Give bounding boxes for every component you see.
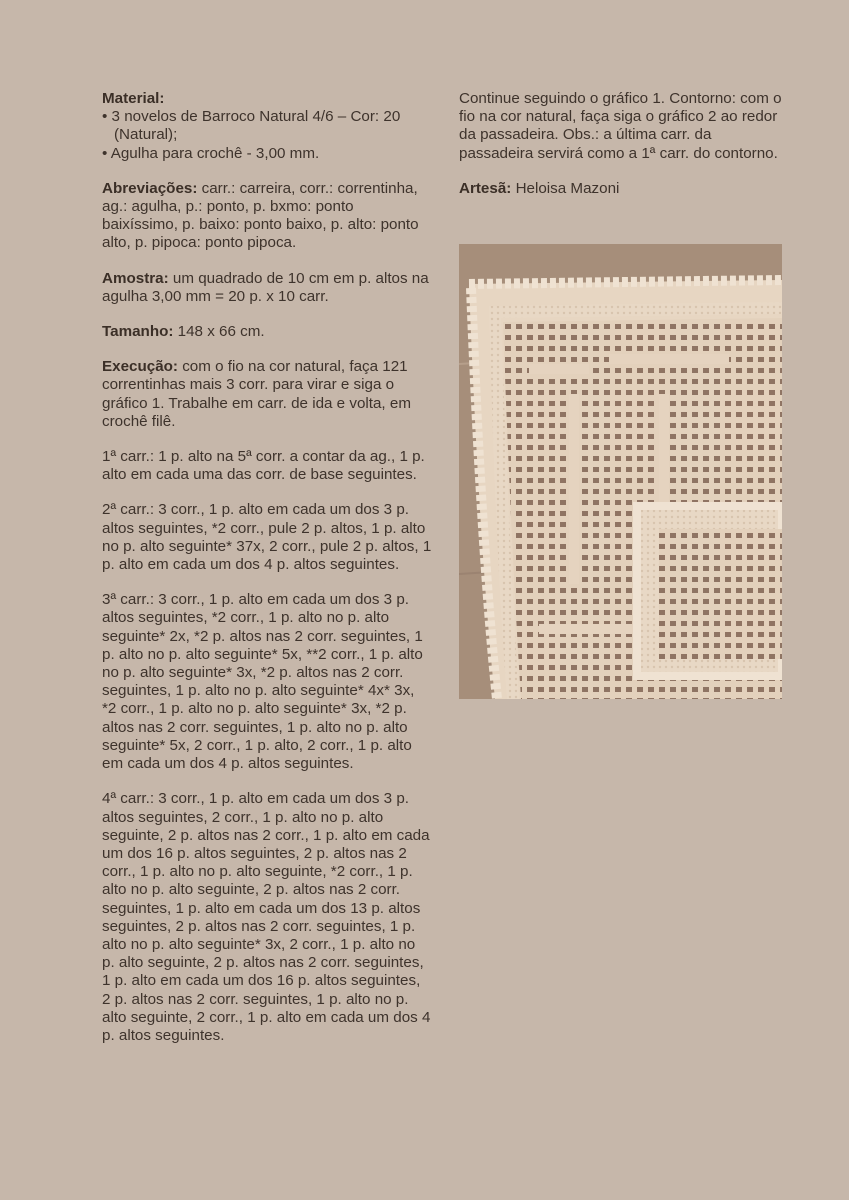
artisan-label: Artesã: (459, 179, 512, 197)
material-section (102, 90, 432, 163)
execution-text: com o fio na cor natural, faça 121 correntinhas mais 3 corr. para virar e siga o gráfico 1. Trabalhe em carr. de ida e volta, em crochê filê. (102, 358, 411, 430)
continuation-text: Continue seguindo o gráfico 1. Contorno: com o fio na cor natural, faça siga o gráfico 2 ao redor da passadeira. Obs.: a última carr. da passadeira servirá como a 1ª carr. do contorno. (459, 90, 782, 162)
row-1-instructions: 1ª carr.: 1 p. alto na 5ª corr. a contar da ag., 1 p. alto em cada uma das corr. de base seguintes. (102, 448, 425, 484)
scalloped-border (469, 280, 782, 284)
size-text: 148 x 66 cm. (173, 323, 265, 341)
material-item-hook: • Agulha para crochê - 3,00 mm. (102, 144, 320, 162)
sample-label: Amostra: (102, 269, 169, 287)
abbreviations-label: Abreviações: (102, 179, 198, 197)
crochet-runner-photo (459, 244, 782, 699)
row-3-instructions: 3ª carr.: 3 corr., 1 p. alto em cada um dos 3 p. altos seguintes, *2 corr., 1 p. alto no p. alto seguinte* 2x, *2 p. altos nas 2 corr. seguintes, 1 p. alto no p. alto seguinte* 5x, **2 corr., 1 p. alto no p. alto seguinte* 3x, *2 p. altos nas 2 corr. seguintes, 1 p. alto no p. alto seguinte* 4x* 3x, *2 corr., 1 p. alto no p. alto seguinte* 3x, *2 p. altos nas 2 corr. seguintes, 1 p. alto no p. alto seguinte* 5x, 2 corr., 1 p. alto, 2 corr., 1 p. alto em cada um dos 4 p. altos seguintes. (102, 591, 423, 773)
size-section (102, 323, 432, 341)
artisan-name: Heloisa Mazoni (511, 179, 620, 197)
row-2-instructions: 2ª carr.: 3 corr., 1 p. alto em cada um dos 3 p. altos seguintes, *2 corr., pule 2 p. altos, 1 p. alto no p. alto seguinte* 37x, 2 corr., pule 2 p. altos, 1 p. alto em cada um dos 4 p. altos seguintes. (102, 501, 432, 574)
execution-label: Execução: (102, 358, 178, 376)
sample-section (102, 270, 432, 306)
sample-text: um quadrado de 10 cm em p. altos na agulha 3,00 mm = 20 p. x 10 carr. (102, 269, 429, 305)
row-4-instructions: 4ª carr.: 3 corr., 1 p. alto em cada um dos 3 p. altos seguintes, 2 corr., 1 p. alto no p. alto seguinte, 2 p. altos nas 2 corr., 1 p. alto em cada um dos 16 p. altos seguintes, 2 p. altos nas 2 corr., 1 p. alto no p. alto seguinte, *2 corr., 1 p. alto no p. alto seguinte, 2 p. altos nas 2 corr. seguintes, 1 p. alto em cada um dos 13 p. altos seguintes, 2 p. altos nas 2 corr. seguintes, 1 p. alto no p. alto seguinte* 3x, 2 corr., 1 p. alto no p. alto seguinte, 2 p. altos nas 2 corr. seguintes, 1 p. alto em cada um dos 16 p. altos seguintes, 2 p. altos nas 2 corr. seguintes, 1 p. alto no p. alto seguinte, 2 corr., 1 p. alto em cada um dos 4 p. altos seguintes. (102, 790, 431, 1044)
crochet-photo-svg (459, 244, 782, 699)
abbreviations-section (102, 180, 432, 253)
artisan-credit (459, 180, 789, 198)
execution-section (102, 358, 432, 431)
right-column (459, 90, 789, 215)
left-column (102, 90, 432, 1062)
abbreviations-text: carr.: carreira, corr.: correntinha, ag.: agulha, p.: ponto, p. bxmo: ponto baixíssimo, p. baixo: ponto baixo, p. alto: ponto alto, p. pipoca: ponto pipoca. (102, 179, 419, 252)
size-label: Tamanho: (102, 323, 174, 341)
material-item-yarn: • 3 novelos de Barroco Natural 4/6 – Cor: 20 (Natural); (102, 108, 401, 144)
material-label: Material: (102, 90, 165, 107)
